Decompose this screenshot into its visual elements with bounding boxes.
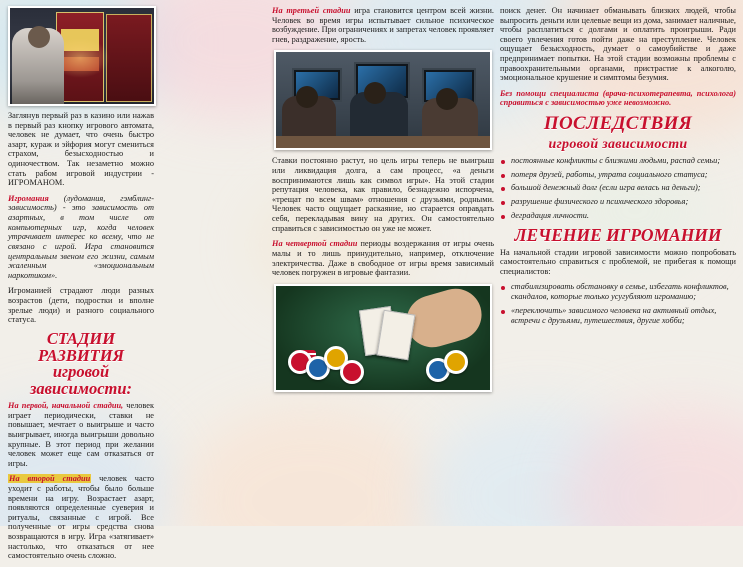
heading-consequences-line1: ПОСЛЕДСТВИЯ <box>543 113 693 135</box>
stage-1-lead: На первой, начальной стадии, <box>8 401 124 411</box>
stage-3 <box>272 6 494 44</box>
definition-paragraph <box>8 194 154 280</box>
stage-4 <box>272 239 494 277</box>
list-item: стабилизировать обстановку в семье, избегать конфликтов, скандалов, которые только усугубляют игроманию; <box>500 282 736 302</box>
consequences-list <box>500 156 736 221</box>
definition-text: (лудомания, гэмблинг-зависимость) - это зависимость от азартных, в том числе от компьютерных игр, когда человек утрачивает интерес ко всему, что не связано с игрой. Игра становится центральным звеном его жизни, самым жаленным «эмоциональным наркотиком». <box>8 193 154 280</box>
heading-stages <box>8 328 154 399</box>
treatment-intro: На начальной стадии игровой зависимости можно попробовать самостоятельно справиться с проблемой, не прибегая к помощи специалистов: <box>500 247 736 276</box>
treatment-list <box>500 282 736 325</box>
heading-stages-line2: игровой зависимости: <box>29 362 133 399</box>
specialist-warning: Без помощи специалиста (врача-психотерапевта, психолога) справиться с зависимостью уже невозможно. <box>500 88 736 108</box>
stage-4-text: периоды воздержания от игры очень малы и то лишь принудительно, например, отключение электричества. Даже в свободное от игры время зависимый человек погружен в игровые фантазии. <box>272 239 494 278</box>
stage-2-text: человек часто уходит с работы, чтобы было больше времени на игру. Возрастает азарт, появляются определенные суеверия и ритуалы, связанные с игрой. Все полученные от игры средства снова возвращаются в игру. Игра «затягивает» настолько, что отказаться от нее самостоятельно очень сложно. <box>8 474 154 561</box>
heading-consequences-line2: игровой зависимости <box>548 137 688 153</box>
stage-4-lead: На четвертой стадии <box>272 239 358 249</box>
poker-table-photo <box>274 284 492 392</box>
money-search-paragraph: поиск денег. Он начинает обманывать близких людей, чтобы выпросить деньги или целевые вещи из дома, занимает наличные, чтобы расплатиться с долгами и оплатить проигрыши. Ради своего увлечения готов пойти даже на преступление. Человек ощущает безысходность, думает о самоубийстве и даже предпринимает попытки. На этой стадии возможны проблемы с правоохранительными органами, пристрастие к алкоголю, эмоциональное крушение и симптомы безумия. <box>500 6 736 83</box>
list-item: потеря друзей, работы, утрата социального статуса; <box>500 170 736 180</box>
slot-machine-photo <box>8 6 156 106</box>
column-left <box>8 6 154 567</box>
list-item: «переключить» зависимого человека на активный отдых, встречи с друзьями, путешествия, другие хобби; <box>500 306 736 326</box>
teens-computers-photo <box>274 50 492 150</box>
stakes-paragraph: Ставки постоянно растут, но цель игры теперь не выигрыш или ликвидация долга, а сам процесс, «а деньги воспринимаются лишь как символ игры». На этой стадии репутация человека, как правило, безнадежно испорчена, «трещат по всем швам» отношения с друзьями, родными. Человек часто ощущает раскаяние, но старается оправдать себя, перекладывая вину на других. Он самостоятельно справиться с зависимостью он уже не может. <box>272 156 494 233</box>
column-right <box>500 6 736 332</box>
intro-paragraph: Заглянув первый раз в казино или нажав в первый раз кнопку игрового автомата, человек не думает, что очень быстро азарт, кураж и эйфория могут смениться страхом, безысходностью и одиночеством. Так незаметно можно стать рабом игровой индустрии - ИГРОМАНОМ. <box>8 111 154 188</box>
term-igromania: Игромания <box>8 193 49 203</box>
stage-2 <box>8 474 154 560</box>
stage-2-lead: На второй стадии <box>9 474 91 484</box>
who-suffers-paragraph: Игроманией страдают люди разных возрастов (дети, подростки и вполне зрелые люди) и разного социального статуса. <box>8 286 154 325</box>
list-item: деградация личности. <box>500 211 736 221</box>
stage-1 <box>8 401 154 468</box>
list-item: большой денежный долг (если игра велась на деньги); <box>500 183 736 193</box>
column-center <box>272 6 494 392</box>
stage-3-text: игра становится центром всей жизни. Человек во время игры испытывает сильное психическое возбуждение. При ограничениях и запретах человек проявляет гнев, раздражение, ярость. <box>272 6 494 44</box>
list-item: разрушение физического и психического здоровья; <box>500 197 736 207</box>
heading-stages-line1: СТАДИИ РАЗВИТИЯ <box>38 328 124 365</box>
stage-3-lead: На третьей стадии <box>272 6 351 15</box>
heading-consequences <box>500 114 736 153</box>
list-item: постоянные конфликты с близкими людьми, распад семьи; <box>500 156 736 166</box>
stage-1-text: человек играет периодически, ставки не повышает, мечтает о выигрыше и часто выигрывает, иногда выигрыши довольно крупные. В этот период при желании человек может еще сам отказаться от игры. <box>8 401 154 468</box>
heading-treatment: ЛЕЧЕНИЕ ИГРОМАНИИ <box>514 224 722 245</box>
